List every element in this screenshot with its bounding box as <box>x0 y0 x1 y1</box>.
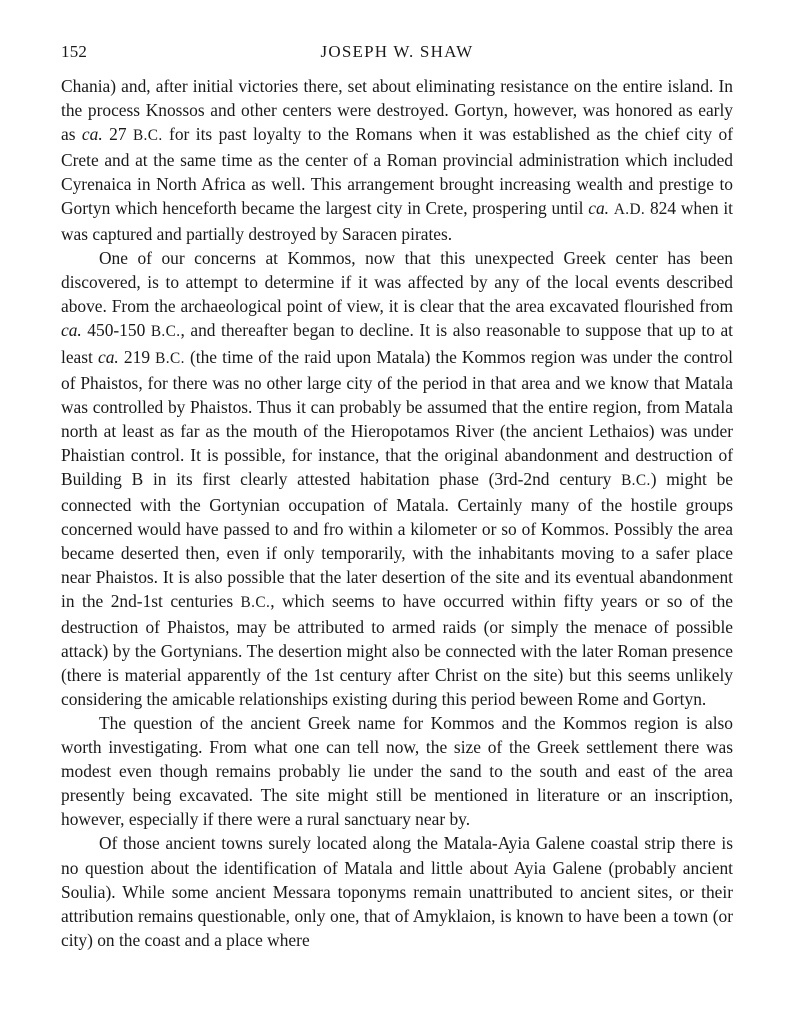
italic-text: ca. <box>61 320 82 341</box>
running-head-author: JOSEPH W. SHAW <box>320 42 474 61</box>
text-run: Chania) and, after initial victories there, set about eliminating resistance on the entire island. In the process Knossos and other centers were destroyed. Gortyn, however, was honored as early as <box>61 76 733 145</box>
era-abbreviation: B.C. <box>240 593 271 611</box>
paragraph <box>61 246 733 711</box>
running-head <box>61 38 733 64</box>
text-run: , and thereafter began to decline. It is also reasonable to suppose that up to at least <box>61 320 733 367</box>
italic-text: ca. <box>81 124 103 145</box>
paragraph <box>61 711 733 831</box>
page-number: 152 <box>61 42 88 61</box>
text-run: 27 <box>102 124 133 145</box>
italic-text: ca. <box>588 198 609 219</box>
text-run: (the time of the raid upon Matala) the Kommos region was under the control of Phaistos, for there was no other large city of the period in that area and we know that Matala was controlled by Phaistos. Thus it can probably be assumed that the entire region, from Matala north at least as far as the mouth of the Hieropotamos River (the ancient Lethaios) was under Phaistian control. It is possible, for instance, that the original abandonment and destruction of Building B in its first clearly attested habitation phase (3rd-2nd century <box>61 346 733 489</box>
era-abbreviation: B.C. <box>150 323 181 341</box>
text-run: The question of the ancient Greek name for Kommos and the Kommos region is also worth investigating. From what one can tell now, the size of the Greek settlement there was modest even though remains probably lie under the sand to the south and east of the area presently being excavated. The site might still be mentioned in literature or an inscription, however, especially if there were a rural sanctuary near by. <box>61 713 733 830</box>
text-run: ) might be connected with the Gortynian occupation of Matala. Certainly many of the hostile groups concerned would have passed to and fro within a kilometer or so of Kommos. Possibly the area became deserted then, even if only temporarily, with the inhabitants moving to a safer place near Phaistos. It is also possible that the later desertion of the site and its eventual abandonment in the 2nd-1st centuries <box>61 468 733 611</box>
text-run: for its past loyalty to the Romans when it was established as the chief city of Crete and at the same time as the center of a Roman provincial administration which included Cyrenaica in North Africa as well. This arrangement brought increasing wealth and prestige to Gortyn which henceforth became the largest city in Crete, prospering until <box>61 124 733 219</box>
text-run: , which seems to have occurred within fifty years or so of the destruction of Phaistos, may be attributed to armed raids (or simply the menace of possible attack) by the Gortynians. The desertion might also be connected with the later Roman presence (there is material apparently of the 1st century after Christ on the site) but this seems unlikely considering the amicable relationships existing during this period beween Rome and Gortyn. <box>61 590 733 710</box>
text-run: Of those ancient towns surely located along the Matala-Ayia Galene coastal strip there is no question about the identification of Matala and little about Ayia Galene (probably ancient Soulia). While some ancient Messara toponyms remain unattributed to ancient sites, or their attribution remains questionable, only one, that of Amyklaion, is known to have been a town (or city) on the coast and a place where <box>61 833 733 950</box>
text-run: One of our concerns at Kommos, now that this unexpected Greek center has been discovered, is to attempt to determine if it was affected by any of the local events described above. From the archaeological point of view, it is clear that the area excavated flourished from <box>61 248 733 317</box>
era-abbreviation: B.C. <box>132 127 163 145</box>
body-text <box>61 74 733 952</box>
era-abbreviation: B.C. <box>155 349 185 367</box>
text-run: 219 <box>118 346 156 367</box>
era-abbreviation: B.C. <box>621 471 651 489</box>
text-run: 824 when it was captured and partially destroyed by Saracen pirates. <box>61 198 733 245</box>
era-abbreviation: A.D. <box>613 201 646 219</box>
text-run: 450-150 <box>81 320 151 341</box>
paragraph <box>61 74 733 246</box>
paragraph <box>61 831 733 951</box>
italic-text: ca. <box>98 346 119 367</box>
page <box>61 38 733 952</box>
